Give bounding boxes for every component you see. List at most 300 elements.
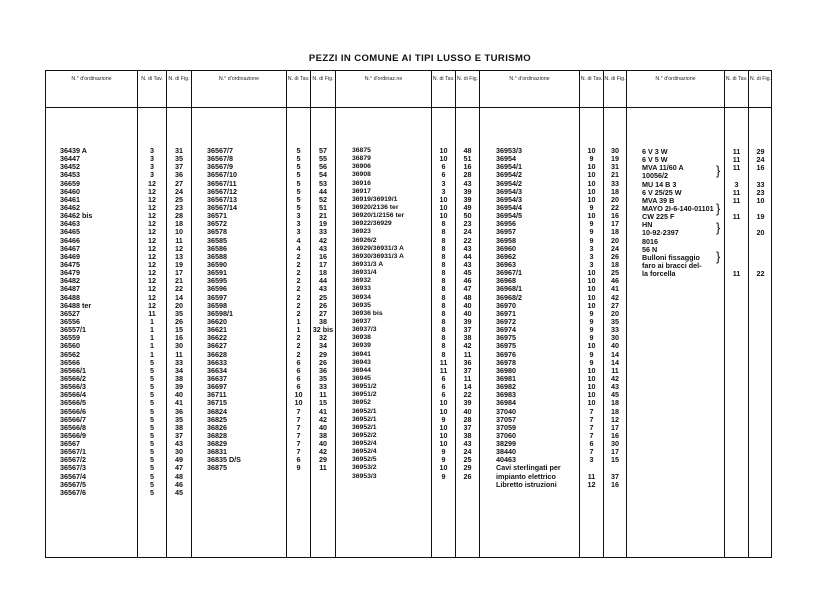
part-code: 36566/1 <box>60 365 86 375</box>
tav-number: 2 <box>296 251 301 261</box>
part-code: 36922/36929 <box>352 220 392 228</box>
part-code: 36556 <box>60 316 80 326</box>
tav-number: 10 <box>439 202 448 212</box>
part-code: 36954/3 <box>496 186 522 196</box>
part-code: 36954/1 <box>496 162 522 172</box>
tav-number: 1 <box>150 316 154 326</box>
fig-number: 36 <box>319 365 327 375</box>
header-ordinazione: N.° d'ordinaz.ne <box>364 76 403 82</box>
tav-number <box>726 245 747 253</box>
tav-number: 8 <box>441 292 446 302</box>
fig-number: 32 <box>319 333 327 343</box>
fig-number: 51 <box>463 154 472 164</box>
tav-number: 10 <box>587 365 596 375</box>
tav-number: 2 <box>296 276 301 286</box>
page-title: PEZZI IN COMUNE AI TIPI LUSSO E TURISMO <box>308 53 532 64</box>
tav-number: 10 <box>439 406 448 416</box>
tav-number: 11 <box>587 471 596 481</box>
tav-number: 10 <box>587 170 596 180</box>
fig-number: 30 <box>611 439 619 449</box>
fig-number: 38 <box>319 430 327 440</box>
fig-number: 16 <box>611 479 619 489</box>
fig-number: 44 <box>463 251 472 261</box>
tav-number: 8 <box>441 219 446 229</box>
tav-number: 9 <box>589 333 594 343</box>
part-code: 36567/9 <box>207 162 233 172</box>
tav-number: 5 <box>150 357 154 367</box>
fig-number: 35 <box>319 373 327 383</box>
fig-number: 45 <box>463 268 472 278</box>
part-code: 36952/4 <box>352 440 377 448</box>
fig-number: 10 <box>756 195 765 205</box>
tav-number: 5 <box>296 202 301 212</box>
tav-number: 5 <box>150 430 154 440</box>
fig-number: 14 <box>611 357 619 367</box>
fig-number: 37 <box>611 471 619 481</box>
tav-number: 6 <box>589 439 594 449</box>
tav-number: 1 <box>150 349 154 359</box>
tav-column-5 <box>726 147 747 277</box>
tav-number: 10 <box>587 276 596 286</box>
fig-number: 47 <box>463 284 472 294</box>
tav-number: 7 <box>589 422 594 432</box>
header-figura: N. di Fig. <box>456 76 479 82</box>
tav-number: 12 <box>148 186 156 196</box>
part-code: 36461 <box>60 194 80 204</box>
tav-number: 2 <box>296 259 301 269</box>
part-code: 6 V 5 W <box>642 155 668 165</box>
tav-number: 6 <box>441 162 446 172</box>
fig-number: 22 <box>175 284 183 294</box>
part-code: 36980 <box>496 365 516 375</box>
column-divider <box>431 70 432 558</box>
fig-number: 14 <box>611 349 619 359</box>
codes-column-4 <box>496 147 578 489</box>
part-code: 36954/3 <box>496 194 522 204</box>
fig-number: 11 <box>175 235 183 245</box>
part-code: 36825 <box>207 414 227 424</box>
fig-number: 16 <box>319 251 327 261</box>
tav-number: 5 <box>150 439 154 449</box>
fig-number: 41 <box>319 406 327 416</box>
fig-number: 57 <box>319 146 327 155</box>
fig-number: 52 <box>319 194 327 204</box>
tav-number: 5 <box>150 365 154 375</box>
tav-number: 11 <box>148 308 156 318</box>
tav-number: 5 <box>150 479 154 489</box>
part-code: 36952/1 <box>352 407 377 415</box>
part-code: 36567/13 <box>207 194 237 204</box>
fig-number: 11 <box>463 349 472 359</box>
part-code: 36571 <box>207 211 227 221</box>
fig-column-1 <box>168 147 190 497</box>
part-code: 38299 <box>496 439 516 449</box>
tav-number: 10 <box>587 178 596 188</box>
fig-number: 33 <box>611 325 619 335</box>
part-code: 36482 <box>60 276 80 286</box>
part-code: 36627 <box>207 341 227 351</box>
tav-number: 10 <box>587 398 596 408</box>
fig-number: 24 <box>463 447 472 457</box>
fig-number: 35 <box>611 316 619 326</box>
tav-number <box>726 220 747 228</box>
part-code: 36954/2 <box>496 170 522 180</box>
tav-number: 12 <box>148 243 156 253</box>
tav-number: 3 <box>589 243 594 253</box>
part-code: 36567/10 <box>207 170 237 180</box>
fig-number: 43 <box>319 243 327 253</box>
fig-number: 42 <box>319 235 327 245</box>
tav-number: 6 <box>441 382 446 392</box>
part-code: 36453 <box>60 170 80 180</box>
tav-number: 9 <box>589 154 594 164</box>
fig-number: 40 <box>319 422 327 432</box>
part-code: 36567/2 <box>60 455 86 465</box>
header-tavola: N. di Tav. <box>287 76 310 82</box>
part-code: 36824 <box>207 406 227 416</box>
fig-number: 19 <box>611 154 619 164</box>
part-code: 36566/2 <box>60 373 86 383</box>
fig-number: 40 <box>319 439 327 449</box>
fig-number: 23 <box>463 219 472 229</box>
fig-number: 19 <box>319 219 327 229</box>
fig-number: 17 <box>611 219 619 229</box>
tav-number: 11 <box>732 212 741 222</box>
header-ordinazione: N.° d'ordinazione <box>71 76 112 82</box>
tav-number: 2 <box>296 333 301 343</box>
fig-number: 44 <box>319 276 327 286</box>
tav-number: 5 <box>296 186 301 196</box>
fig-number: 29 <box>463 463 472 473</box>
part-code: 36462 <box>60 202 80 212</box>
header-ordinazione: N.° d'ordinazione <box>655 76 696 82</box>
part-code: 36920/2136 ter <box>352 203 399 211</box>
part-code: 36588 <box>207 251 227 261</box>
part-code: 36952/1 <box>352 415 377 423</box>
fig-number: 20 <box>611 308 619 318</box>
fig-number <box>750 204 771 212</box>
fig-number: 45 <box>175 487 183 497</box>
fig-number: 40 <box>611 341 619 351</box>
tav-number: 12 <box>148 227 156 237</box>
part-code: la forcella <box>642 269 676 279</box>
part-code: 36875 <box>207 463 227 473</box>
fig-number: 11 <box>319 463 327 473</box>
tav-number: 6 <box>296 365 301 375</box>
part-code: 36941 <box>352 350 371 358</box>
part-code: 36916 <box>352 179 371 187</box>
fig-number: 15 <box>319 398 327 408</box>
tav-number: 8 <box>441 251 446 261</box>
fig-number: 21 <box>175 276 183 286</box>
part-code: CW 225 F <box>642 212 675 222</box>
part-code: 36634 <box>207 365 227 375</box>
tav-number: 10 <box>587 373 596 383</box>
tav-number: 10 <box>439 422 448 432</box>
fig-number: 17 <box>319 259 327 269</box>
fig-number: 39 <box>175 382 183 392</box>
fig-number: 37 <box>463 422 472 432</box>
part-code: 36566/3 <box>60 382 86 392</box>
header-ordinazione: N.° d'ordinazione <box>509 76 550 82</box>
part-code: 36835 D/S <box>207 455 241 465</box>
part-code: 36566/7 <box>60 414 86 424</box>
tav-number: 7 <box>296 406 301 416</box>
part-code: Cavi sterlingati per <box>496 463 561 473</box>
fig-number: 11 <box>611 365 619 375</box>
fig-number: 26 <box>463 471 472 481</box>
fig-number: 17 <box>611 422 619 432</box>
part-code: 36932 <box>352 277 371 285</box>
part-code: 36475 <box>60 259 80 269</box>
tav-number: 12 <box>148 300 156 310</box>
tav-number: 10 <box>439 463 448 473</box>
part-code: 36622 <box>207 333 227 343</box>
fig-number: 36 <box>175 170 183 180</box>
fig-number: 11 <box>463 373 472 383</box>
tav-number: 5 <box>150 447 154 457</box>
part-code: 36566/5 <box>60 398 86 408</box>
tav-number: 8 <box>441 341 446 351</box>
fig-number: 50 <box>463 211 472 221</box>
tav-number: 8 <box>441 268 446 278</box>
tav-column-4 <box>581 147 602 489</box>
part-code: 36935 <box>352 301 371 309</box>
part-code: 36828 <box>207 430 227 440</box>
tav-number: 9 <box>589 349 594 359</box>
part-code: 36919/36919/1 <box>352 195 398 203</box>
codes-column-2 <box>207 147 285 473</box>
tav-number: 6 <box>441 390 446 400</box>
fig-number: 46 <box>463 276 472 286</box>
part-code: 6 V 3 W <box>642 147 668 156</box>
tav-number: 4 <box>296 243 301 253</box>
part-code: 36930/36931/3 A <box>352 252 404 260</box>
tav-number: 8 <box>441 333 446 343</box>
tav-number: 5 <box>150 455 154 465</box>
fig-number: 25 <box>611 268 619 278</box>
tav-number: 11 <box>732 155 741 165</box>
part-code: 36937/3 <box>352 326 377 334</box>
part-code: 36954 <box>496 154 516 164</box>
tav-number: 12 <box>148 259 156 269</box>
tav-number: 10 <box>294 390 303 400</box>
tav-number: 9 <box>441 471 446 481</box>
fig-number: 42 <box>319 447 327 457</box>
tav-number: 3 <box>150 154 154 164</box>
fig-number: 21 <box>319 211 327 221</box>
tav-number: 11 <box>732 269 741 279</box>
part-code: 36566/6 <box>60 406 86 416</box>
header-figura: N. di Fig. <box>312 76 334 82</box>
tav-number: 10 <box>439 146 448 155</box>
tav-number: 1 <box>150 325 154 335</box>
tav-number: 7 <box>296 422 301 432</box>
fig-number: 18 <box>611 398 619 408</box>
tav-number <box>726 228 747 236</box>
column-divider <box>579 70 580 558</box>
brace-mark: } <box>716 201 721 216</box>
fig-number: 55 <box>319 154 327 164</box>
tav-number: 5 <box>296 162 301 172</box>
fig-number: 37 <box>175 430 183 440</box>
tav-number: 5 <box>296 170 301 180</box>
tav-number: 12 <box>148 178 156 188</box>
fig-number: 54 <box>319 170 327 180</box>
part-code: 36923 <box>352 228 371 236</box>
fig-number: 15 <box>175 325 183 335</box>
tav-number: 10 <box>587 211 596 221</box>
part-code: faro ai bracci del- <box>642 260 702 270</box>
tav-number: 5 <box>150 463 154 473</box>
tav-number: 9 <box>589 219 594 229</box>
fig-number <box>750 171 771 179</box>
part-code: 36585 <box>207 235 227 245</box>
part-code: 36596 <box>207 284 227 294</box>
tav-number: 7 <box>589 430 594 440</box>
fig-number: 31 <box>611 162 619 172</box>
tav-number: 7 <box>296 447 301 457</box>
tav-number: 3 <box>441 186 446 196</box>
part-code: 36954/5 <box>496 211 522 221</box>
part-code: 36936 bis <box>352 309 383 317</box>
column-divider <box>626 70 627 558</box>
tav-number: 8 <box>441 259 446 269</box>
tav-number: 10 <box>439 211 448 221</box>
part-code: 36926/2 <box>352 236 377 244</box>
fig-number: 30 <box>611 333 619 343</box>
part-code: 8016 <box>642 236 658 246</box>
column-divider <box>479 70 480 558</box>
fig-number: 29 <box>319 455 327 465</box>
fig-number: 29 <box>319 349 327 359</box>
part-code: 36460 <box>60 186 80 196</box>
part-code: 36952/2 <box>352 431 377 439</box>
part-code: 37060 <box>496 430 516 440</box>
fig-number: 44 <box>319 186 327 196</box>
fig-number: 40 <box>463 406 472 416</box>
tav-number: 10 <box>587 194 596 204</box>
part-code: 36952/1 <box>352 423 377 431</box>
fig-number: 22 <box>611 202 619 212</box>
tav-column-2 <box>288 147 309 473</box>
tav-number: 11 <box>439 365 448 375</box>
fig-number: 33 <box>756 179 765 189</box>
fig-number: 19 <box>175 259 183 269</box>
tav-number: 10 <box>587 300 596 310</box>
column-divider <box>455 70 456 558</box>
fig-number: 18 <box>319 268 327 278</box>
tav-number: 5 <box>296 178 301 188</box>
fig-number: 30 <box>175 341 183 351</box>
fig-number: 11 <box>175 349 183 359</box>
tav-number: 11 <box>732 163 741 173</box>
tav-number: 5 <box>296 154 301 164</box>
tav-number: 12 <box>148 284 156 294</box>
fig-number: 33 <box>175 357 183 367</box>
tav-number: 4 <box>296 235 301 245</box>
fig-number: 27 <box>175 178 183 188</box>
part-code: 36598/1 <box>207 308 233 318</box>
fig-number: 56 <box>319 162 327 172</box>
part-code: MAYO 2I-6-140-01101 <box>642 203 714 213</box>
tav-number: 6 <box>296 357 301 367</box>
tav-number: 3 <box>734 179 739 189</box>
tav-number: 2 <box>296 284 301 294</box>
part-code: 36557/1 <box>60 325 86 335</box>
tav-number: 3 <box>150 162 154 172</box>
tav-number: 7 <box>296 439 301 449</box>
brace-mark: } <box>716 220 721 235</box>
part-code: 36943 <box>352 358 371 366</box>
part-code: 36572 <box>207 219 227 229</box>
part-code: 36715 <box>207 398 227 408</box>
tav-number: 1 <box>150 341 154 351</box>
fig-number: 28 <box>463 170 472 180</box>
fig-number: 20 <box>611 235 619 245</box>
part-code: 10-92-2397 <box>642 228 679 238</box>
fig-number: 38 <box>319 316 327 326</box>
tav-number: 8 <box>441 300 446 310</box>
part-code: 36487 <box>60 284 80 294</box>
part-code: 36972 <box>496 316 516 326</box>
tav-number: 11 <box>732 147 741 156</box>
part-code: 36938 <box>352 334 371 342</box>
part-code: 36920/1/2156 ter <box>352 212 405 220</box>
tav-number: 9 <box>589 357 594 367</box>
tav-number: 9 <box>441 447 446 457</box>
fig-number: 46 <box>175 479 183 489</box>
part-code: 36831 <box>207 447 227 457</box>
part-code: 36952/5 <box>352 456 377 464</box>
fig-number <box>750 253 771 261</box>
tav-number: 6 <box>296 455 301 465</box>
part-code: 36567/6 <box>60 487 86 497</box>
part-code: 36960 <box>496 243 516 253</box>
tav-column-3 <box>433 147 454 481</box>
part-code: 36559 <box>60 333 80 343</box>
tav-column-1 <box>140 147 164 497</box>
part-code: 36637 <box>207 373 227 383</box>
column-divider <box>286 70 287 558</box>
fig-number: 33 <box>319 227 327 237</box>
tav-number: 1 <box>296 325 301 335</box>
part-code: 36590 <box>207 259 227 269</box>
fig-number: 20 <box>175 300 183 310</box>
fig-number: 38 <box>463 333 472 343</box>
tav-number: 10 <box>439 398 448 408</box>
fig-number: 33 <box>611 178 619 188</box>
fig-number: 12 <box>611 414 619 424</box>
part-code: 36628 <box>207 349 227 359</box>
fig-number: 18 <box>611 259 619 269</box>
part-code: 10056/2 <box>642 171 668 181</box>
fig-number: 49 <box>175 455 183 465</box>
tav-number: 10 <box>587 341 596 351</box>
part-code: 36567/3 <box>60 463 86 473</box>
part-code: 36958 <box>496 235 516 245</box>
tav-number: 12 <box>148 251 156 261</box>
tav-number: 12 <box>148 235 156 245</box>
fig-number <box>750 220 771 228</box>
part-code: 36567 <box>60 439 80 449</box>
part-code: MVA 11/60 A <box>642 163 684 173</box>
header-tavola: N. di Tav. <box>141 76 163 82</box>
tav-number: 9 <box>441 414 446 424</box>
fig-number: 30 <box>611 146 619 155</box>
fig-number: 37 <box>463 365 472 375</box>
tav-number: 10 <box>439 439 448 449</box>
